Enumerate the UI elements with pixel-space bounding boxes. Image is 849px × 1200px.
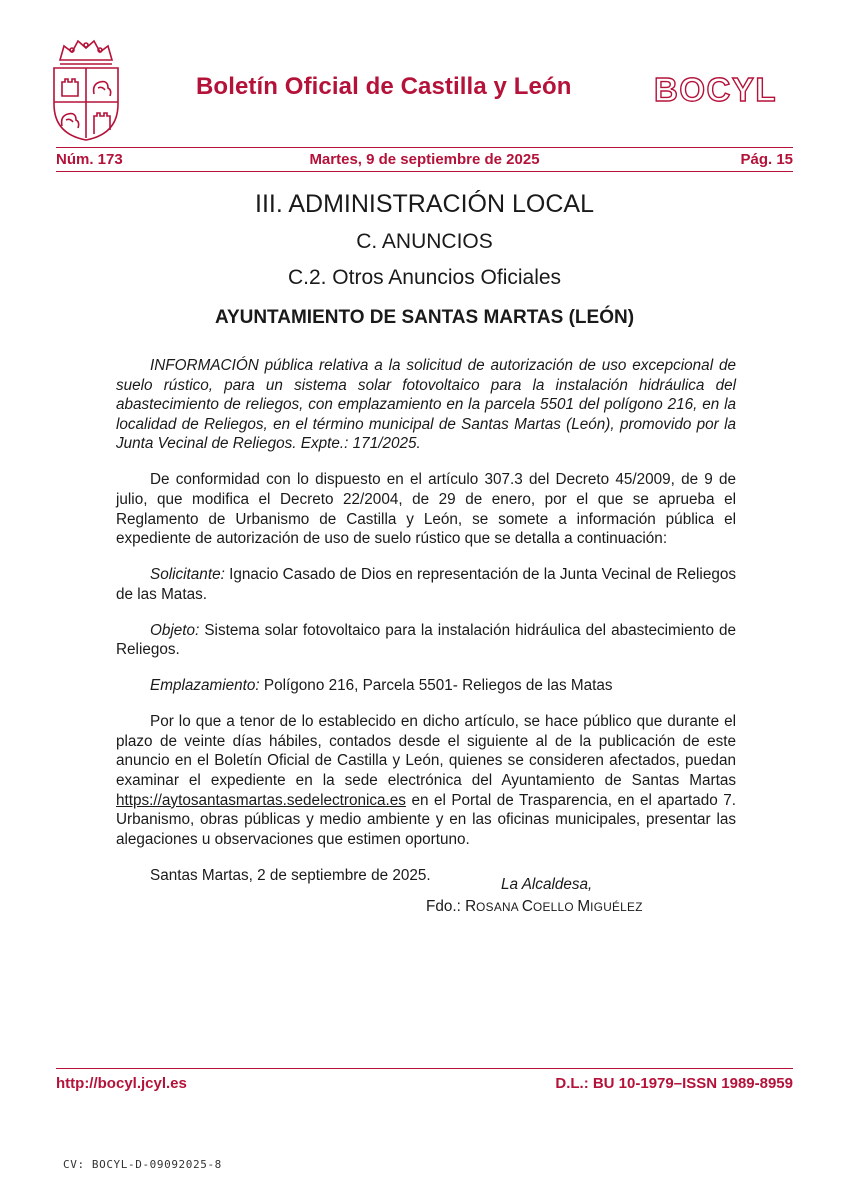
object-label: Objeto: <box>150 621 200 639</box>
location-label: Emplazamiento: <box>150 677 260 695</box>
section-heading: III. ADMINISTRACIÓN LOCAL <box>255 190 594 218</box>
place-date: Santas Martas, 2 de septiembre de 2025. <box>150 866 431 884</box>
summary-paragraph: INFORMACIÓN pública relativa a la solicitud de autorización de uso excepcional de suelo rústico, para un sistema solar fotovoltaico para la instalación hidráulica del abastecimiento de reliegos, con emplazamiento en la parcela 5501 del polígono 216, en la localidad de Reliegos, en el término municipal de Santas Martas (León), promovido por la Junta Vecinal de Reliegos. Expte.: 171/2025. <box>116 357 736 453</box>
legal-deposit: D.L.: BU 10-1979–ISSN 1989-8959 <box>555 1075 793 1092</box>
issue-number: Núm. 173 <box>56 151 123 168</box>
coat-of-arms-icon <box>50 38 122 142</box>
bocyl-url-link[interactable]: http://bocyl.jcyl.es <box>56 1075 187 1092</box>
signatory-name <box>426 898 643 916</box>
entity-heading: AYUNTAMIENTO DE SANTAS MARTAS (LEÓN) <box>214 307 635 328</box>
name-rest: OSANA <box>476 900 522 914</box>
notice-text-1: Por lo que a tenor de lo establecido en dicho artículo, se hace público que durante el plazo de veinte días hábiles, contados desde el siguiente al de la publicación de este anuncio en el Boletín Oficial de Castilla y León, quienes se consideren afectados, puedan examinar el expediente en la sede electrónica del Ayuntamiento de Santas Martas <box>116 713 736 790</box>
cv-code: CV: BOCYL-D-09092025-8 <box>63 1158 222 1171</box>
object-value: Sistema solar fotovoltaico para la instalación hidráulica del abastecimiento de Reliegos. <box>116 621 736 659</box>
page-number: Pág. 15 <box>740 151 793 168</box>
name-rest: OELLO <box>532 900 578 914</box>
signed-prefix: Fdo.: <box>426 898 466 915</box>
issue-date: Martes, 9 de septiembre de 2025 <box>309 151 540 168</box>
footer-rule <box>56 1068 793 1069</box>
bocyl-logo <box>652 72 794 106</box>
signatory-role: La Alcaldesa, <box>501 876 593 893</box>
announcement-body <box>116 356 736 898</box>
header-rule-top <box>56 147 793 148</box>
applicant-paragraph <box>116 565 736 604</box>
notice-paragraph <box>116 712 736 849</box>
intro-paragraph: De conformidad con lo dispuesto en el artículo 307.3 del Decreto 45/2009, de 9 de julio, que modifica el Decreto 22/2004, de 29 de enero, por el que se aprueba el Reglamento de Urbanismo de Castilla y León, se somete a información pública el expediente de autorización de uso de suelo rústico que se detalla a continuación: <box>116 471 736 548</box>
subsubsection-heading: C.2. Otros Anuncios Oficiales <box>287 266 562 289</box>
location-paragraph <box>116 676 736 696</box>
applicant-value: Ignacio Casado de Dios en representación de la Junta Vecinal de Reliegos de las Matas. <box>116 566 736 603</box>
header-rule-bottom <box>56 171 793 172</box>
svg-text:BOCYL: BOCYL <box>654 72 777 106</box>
notice-text-2: en el Portal de Trasparencia, en el apartado 7. Urbanismo, obras públicas y medio ambiente y en las oficinas municipales, presentar las alegaciones u observaciones que estimen oportuno. <box>116 791 736 848</box>
subsection-heading: C. ANUNCIOS <box>356 230 493 253</box>
object-paragraph <box>116 621 736 660</box>
name-initial: M <box>577 898 591 915</box>
location-value: Polígono 216, Parcela 5501- Reliegos de las Matas <box>259 677 613 695</box>
name-initial: C <box>521 898 533 915</box>
bulletin-title: Boletín Oficial de Castilla y León <box>196 73 572 100</box>
name-rest: IGUÉLEZ <box>590 900 643 914</box>
sede-electronica-link[interactable]: https://aytosantasmartas.sedelectronica.es <box>116 791 406 809</box>
name-initial: R <box>465 898 477 915</box>
applicant-label: Solicitante: <box>150 566 225 584</box>
